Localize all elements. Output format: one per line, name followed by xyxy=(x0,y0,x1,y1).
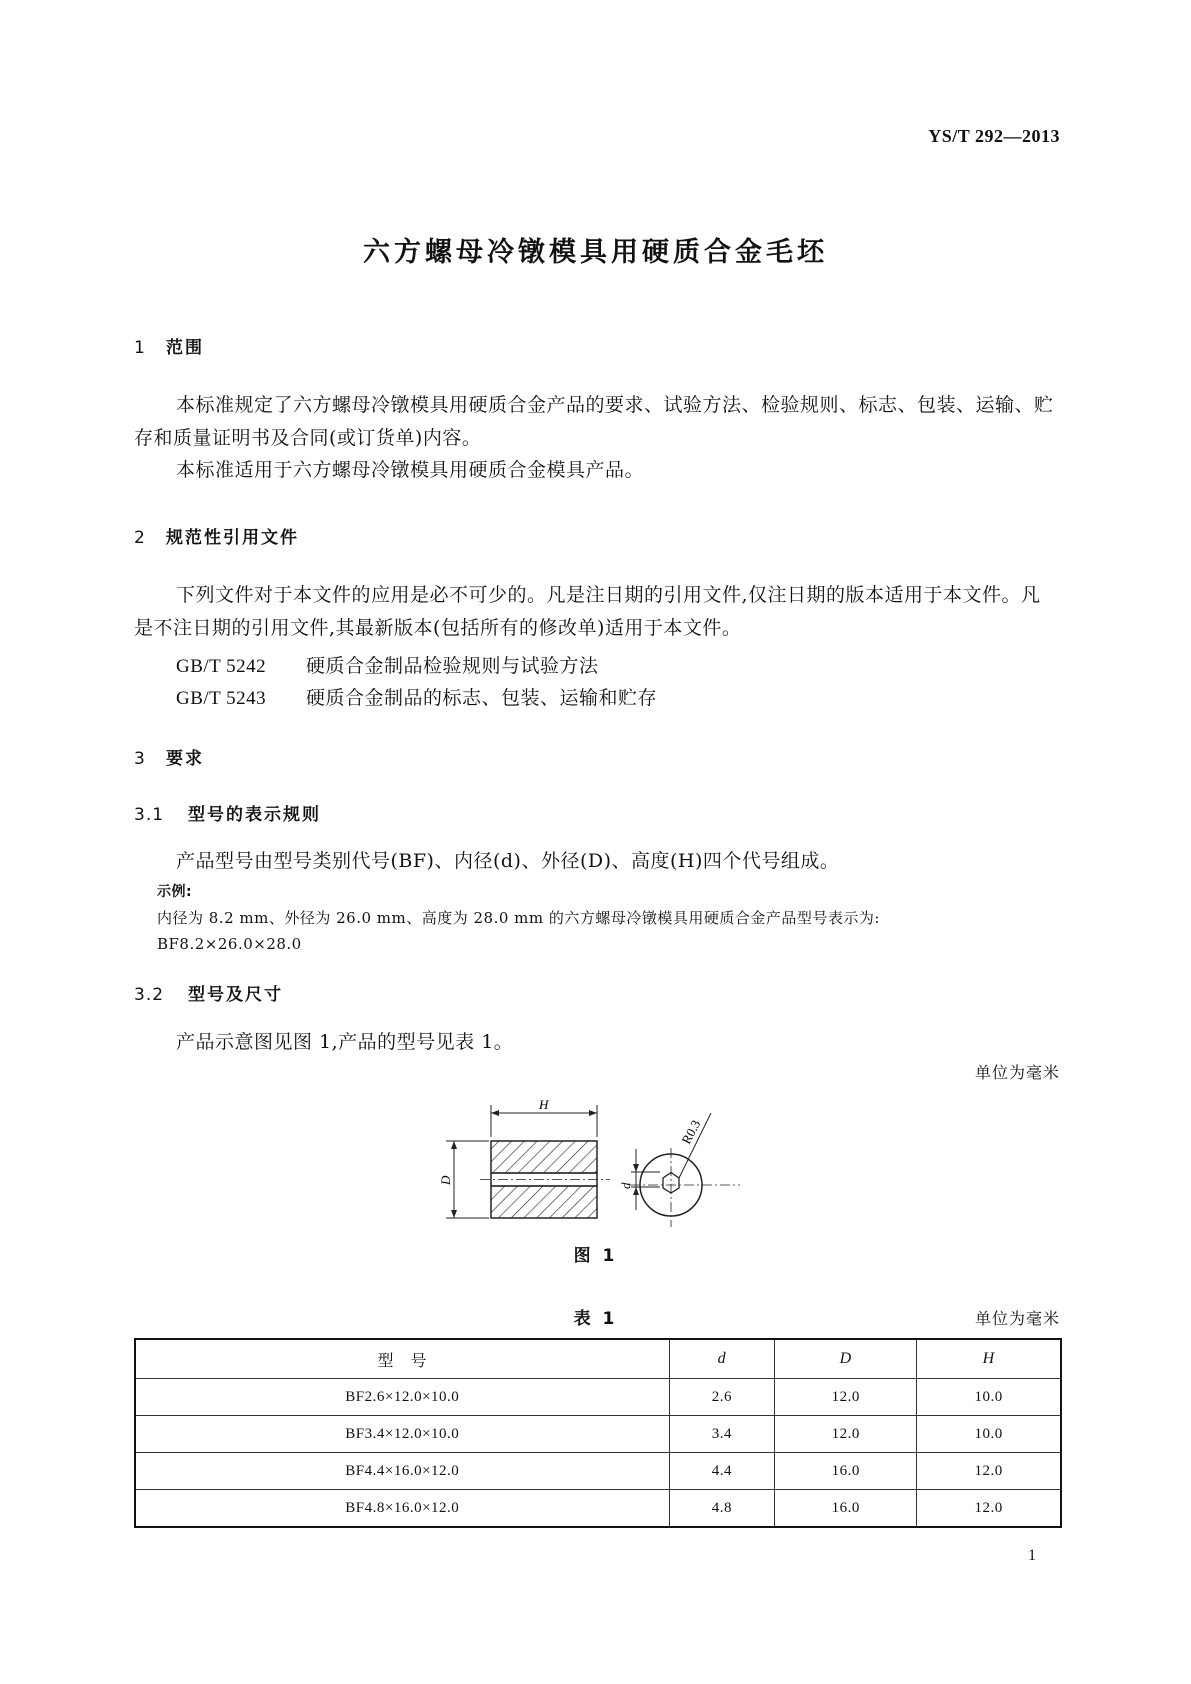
figure-unit-note: 单位为毫米 xyxy=(974,1063,1060,1082)
cell-d: 2.6 xyxy=(669,1379,775,1416)
table-caption: 表 1 xyxy=(573,1309,618,1329)
cell-H: 12.0 xyxy=(917,1453,1061,1490)
subsection-title: 型号的表示规则 xyxy=(188,805,321,825)
cell-model: BF4.8×16.0×12.0 xyxy=(135,1490,669,1528)
section-number: 3 xyxy=(134,749,147,769)
reference-title: 硬质合金制品检验规则与试验方法 xyxy=(306,655,599,677)
side-view xyxy=(438,1097,610,1218)
model-dimensions-table xyxy=(134,1338,1062,1528)
cell-model: BF3.4×12.0×10.0 xyxy=(135,1416,669,1453)
subsection-number: 3.2 xyxy=(134,985,165,1005)
reference-code: GB/T 5243 xyxy=(176,688,267,709)
section-title: 范围 xyxy=(166,338,204,358)
cell-model: BF2.6×12.0×10.0 xyxy=(135,1379,669,1416)
normative-reference xyxy=(176,651,599,678)
example-label: 示例: xyxy=(157,884,193,900)
dimension-label-d-outer: D xyxy=(438,1175,453,1185)
dimension-label-h: H xyxy=(539,1097,549,1112)
section-2-heading xyxy=(134,523,299,548)
section-1-heading xyxy=(134,333,204,358)
example-line-1: 内径为 8.2 mm、外径为 26.0 mm、高度为 28.0 mm 的六方螺母冷镦模具用硬质合金产品型号表示为: xyxy=(157,909,880,927)
section-1-paragraph-2: 本标准适用于六方螺母冷镦模具用硬质合金模具产品。 xyxy=(176,459,645,481)
cell-D: 16.0 xyxy=(775,1490,917,1528)
cell-d: 4.4 xyxy=(669,1453,775,1490)
subsection-3-1-paragraph: 产品型号由型号类别代号(BF)、内径(d)、外径(D)、高度(H)四个代号组成。 xyxy=(176,850,840,872)
section-number: 1 xyxy=(134,338,147,358)
column-header-outer-diameter: D xyxy=(775,1339,917,1379)
product-schematic-figure xyxy=(440,1085,760,1235)
cell-H: 12.0 xyxy=(917,1490,1061,1528)
section-number: 2 xyxy=(134,528,147,548)
normative-reference xyxy=(176,683,657,710)
table-row xyxy=(135,1416,1061,1453)
radius-label: R0.3 xyxy=(678,1117,704,1147)
end-view xyxy=(618,1113,740,1227)
section-1-paragraph-1: 本标准规定了六方螺母冷镦模具用硬质合金产品的要求、试验方法、检验规则、标志、包装、运输、贮存和质量证明书及合同(或订货单)内容。 xyxy=(134,394,1054,449)
column-header-height: H xyxy=(917,1339,1061,1379)
subsection-number: 3.1 xyxy=(134,805,165,825)
table-header-row xyxy=(135,1339,1061,1379)
standard-code: YS/T 292—2013 xyxy=(928,126,1060,146)
cell-D: 12.0 xyxy=(775,1416,917,1453)
cell-H: 10.0 xyxy=(917,1379,1061,1416)
cell-D: 16.0 xyxy=(775,1453,917,1490)
page-number: 1 xyxy=(1028,1547,1036,1564)
cell-d: 3.4 xyxy=(669,1416,775,1453)
column-header-model: 型 号 xyxy=(135,1339,669,1379)
subsection-title: 型号及尺寸 xyxy=(188,985,283,1005)
section-3-heading xyxy=(134,744,204,769)
cell-H: 10.0 xyxy=(917,1416,1061,1453)
cell-D: 12.0 xyxy=(775,1379,917,1416)
cell-model: BF4.4×16.0×12.0 xyxy=(135,1453,669,1490)
subsection-3-2-heading xyxy=(134,980,283,1005)
section-2-paragraph: 下列文件对于本文件的应用是必不可少的。凡是注日期的引用文件,仅注日期的版本适用于本文件。凡是不注日期的引用文件,其最新版本(包括所有的修改单)适用于本文件。 xyxy=(134,584,1041,639)
figure-caption: 图 1 xyxy=(573,1246,618,1266)
dimension-label-d-inner: d xyxy=(618,1182,633,1189)
subsection-3-2-paragraph: 产品示意图见图 1,产品的型号见表 1。 xyxy=(176,1031,514,1053)
document-title: 六方螺母冷镦模具用硬质合金毛坯 xyxy=(363,237,828,268)
section-title: 规范性引用文件 xyxy=(166,528,299,548)
reference-title: 硬质合金制品的标志、包装、运输和贮存 xyxy=(306,687,658,709)
table-row xyxy=(135,1379,1061,1416)
table-row xyxy=(135,1453,1061,1490)
section-title: 要求 xyxy=(166,749,204,769)
table-row xyxy=(135,1490,1061,1528)
reference-code: GB/T 5242 xyxy=(176,656,267,677)
column-header-inner-diameter: d xyxy=(669,1339,775,1379)
example-line-2: BF8.2×26.0×28.0 xyxy=(157,935,302,953)
table-unit-note: 单位为毫米 xyxy=(974,1309,1060,1328)
subsection-3-1-heading xyxy=(134,800,321,825)
cell-d: 4.8 xyxy=(669,1490,775,1528)
